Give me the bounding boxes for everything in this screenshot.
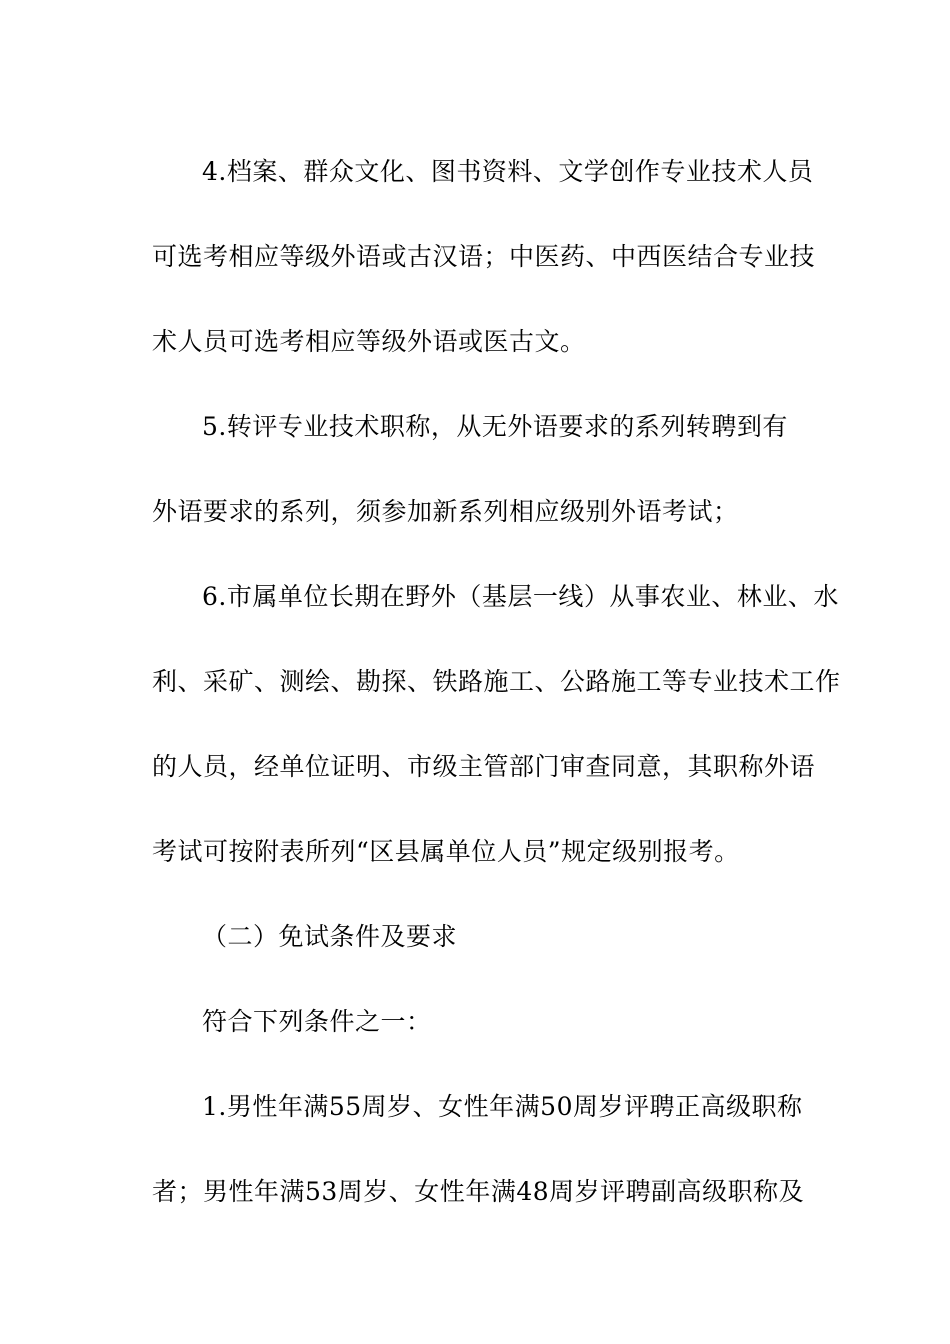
condition-1-line-1: 1.男性年满55周岁、女性年满50周岁评聘正高级职称 <box>202 1092 803 1121</box>
paragraph-4-line-3: 术人员可选考相应等级外语或医古文。 <box>152 327 586 356</box>
paragraph-6-line-1: 6.市属单位长期在野外（基层一线）从事农业、林业、水 <box>202 582 839 611</box>
paragraph-4-line-2: 可选考相应等级外语或古汉语；中医药、中西医结合专业技 <box>152 242 816 271</box>
condition-1-line-2: 者；男性年满53周岁、女性年满48周岁评聘副高级职称及 <box>152 1177 805 1206</box>
paragraph-6-line-4: 考试可按附表所列“区县属单位人员”规定级别报考。 <box>152 837 740 866</box>
condition-intro: 符合下列条件之一： <box>202 1007 432 1036</box>
section-heading: （二）免试条件及要求 <box>202 922 458 951</box>
paragraph-5-line-1: 5.转评专业技术职称，从无外语要求的系列转聘到有 <box>202 412 788 441</box>
paragraph-4-line-1: 4.档案、群众文化、图书资料、文学创作专业技术人员 <box>202 157 814 186</box>
paragraph-6-line-3: 的人员，经单位证明、市级主管部门审查同意，其职称外语 <box>152 752 816 781</box>
paragraph-6-line-2: 利、采矿、测绘、勘探、铁路施工、公路施工等专业技术工作 <box>152 667 841 696</box>
paragraph-5-line-2: 外语要求的系列，须参加新系列相应级别外语考试； <box>152 497 739 526</box>
